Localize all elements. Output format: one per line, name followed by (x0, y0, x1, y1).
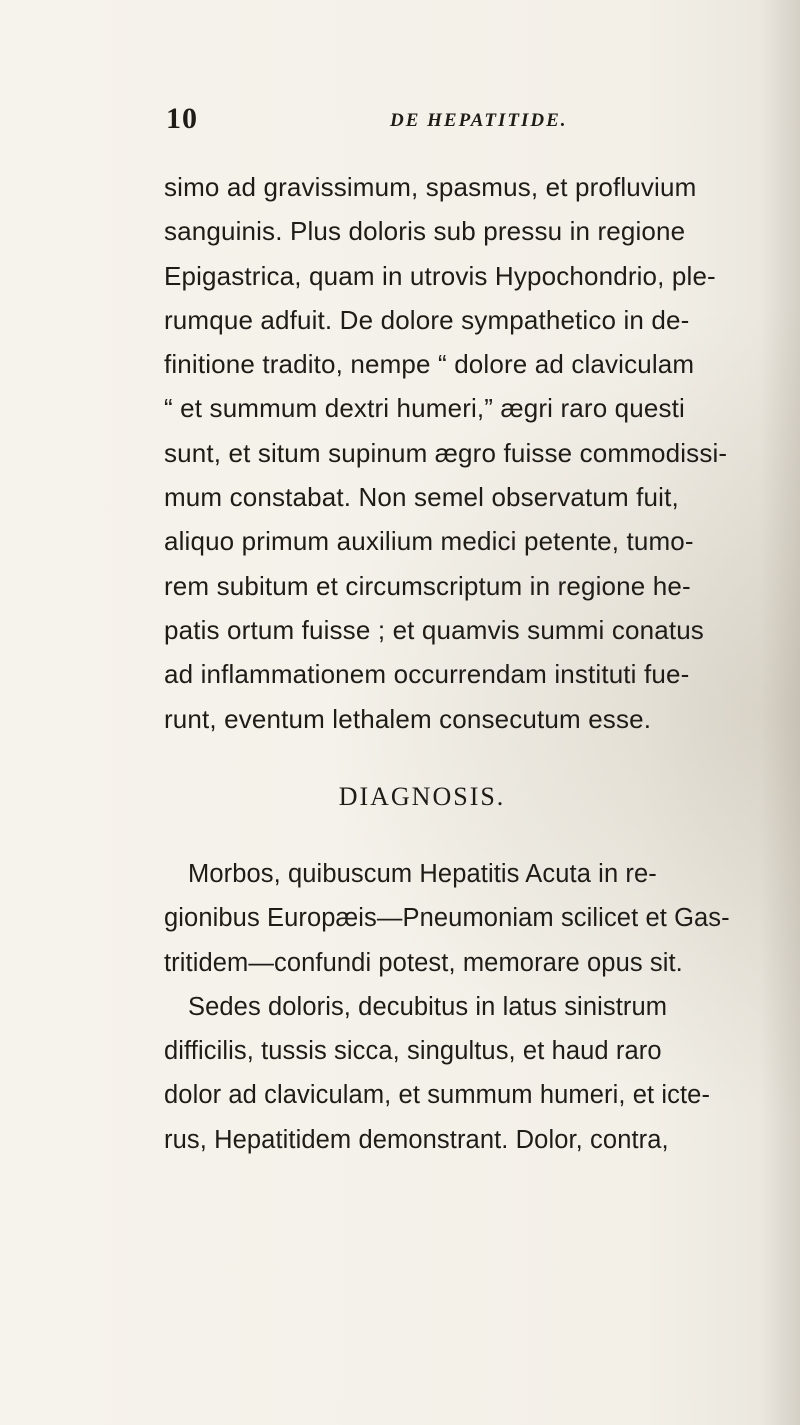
text-line: dolor ad claviculam, et summum humeri, et icte- (164, 1081, 711, 1110)
text-line: tritidem—confundi potest, memorare opus sit. (164, 948, 683, 977)
text-line: Morbos, quibuscum Hepatitis Acuta in re- (188, 860, 657, 888)
text-line: finitione tradito, nempe “ dolore ad claviculam (164, 349, 695, 380)
text-line: ad inflammationem occurrendam instituti fue- (164, 659, 690, 690)
text-line: rem subitum et circumscriptum in regione he- (164, 570, 691, 601)
text-line: sunt, et situm supinum ægro fuisse commodissi- (164, 437, 728, 468)
text-line: mum constabat. Non semel observatum fuit, (164, 482, 679, 513)
running-head (158, 102, 762, 138)
text-line: simo ad gravissimum, spasmus, et profluvium (164, 172, 697, 202)
section-heading: DIAGNOSIS. (338, 782, 506, 811)
running-head-title: DE HEPATITIDE. (390, 110, 568, 131)
text-line: runt, eventum lethalem consecutum esse. (164, 703, 652, 734)
text-line: Epigastrica, quam in utrovis Hypochondrio, ple- (164, 260, 716, 291)
text-line: “ et summum dextri humeri,” ægri raro questi (164, 393, 685, 424)
page-number: 10 (166, 102, 198, 135)
text-line: rumque adfuit. De dolore sympathetico in de- (164, 304, 690, 335)
text-line: patis ortum fuisse ; et quamvis summi conatus (164, 614, 704, 645)
text-line: difficilis, tussis sicca, singultus, et haud raro (164, 1037, 662, 1066)
paragraph-1 (164, 165, 768, 741)
paragraph-2-3 (164, 852, 774, 1162)
text-line: gionibus Europæis—Pneumoniam scilicet et Gas- (164, 904, 730, 933)
text-line: Sedes doloris, decubitus in latus sinistrum (188, 992, 668, 1021)
text-line: sanguinis. Plus doloris sub pressu in regione (164, 216, 686, 247)
text-line: rus, Hepatitidem demonstrant. Dolor, contra, (164, 1125, 669, 1154)
text-line: aliquo primum auxilium medici petente, tumo- (164, 526, 694, 557)
